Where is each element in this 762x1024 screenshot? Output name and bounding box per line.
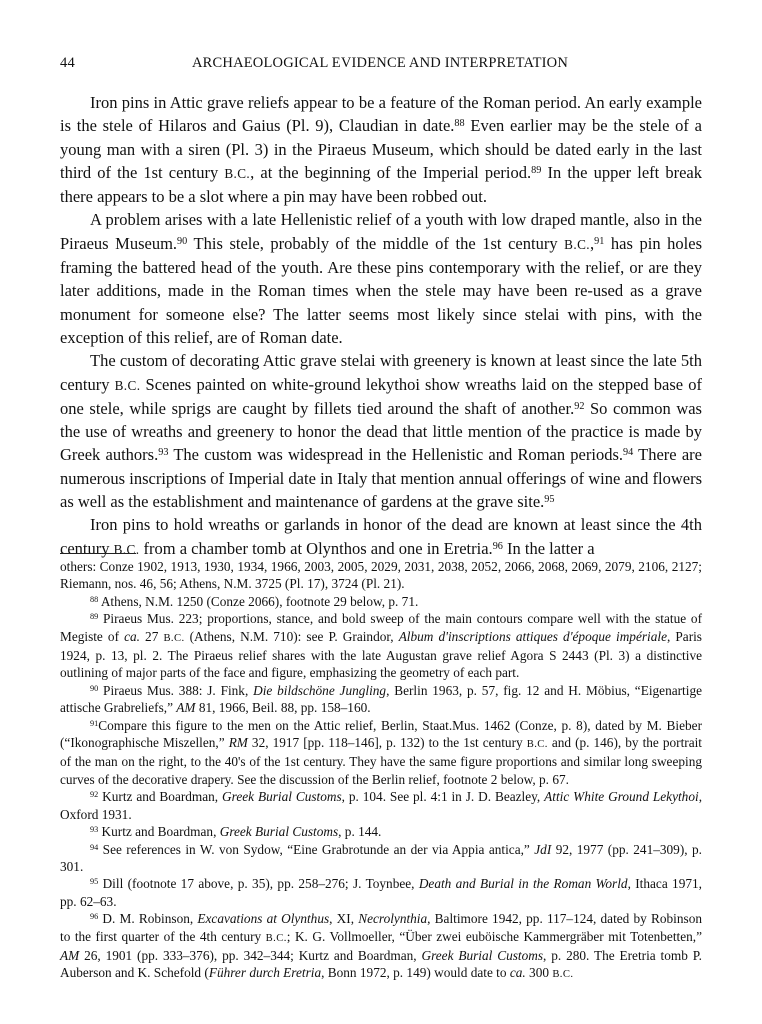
footnote-94: $^{94}$ See references in W. von Sydow, “Eine Grabrotunde an der via Appia antica,” JdI 92, 1977 (pp. 241–309), p. 301. [60, 841, 702, 874]
paragraph-1: Iron pins in Attic grave reliefs appear to be a feature of the Roman period. An early example is the stele of Hilaros and Gaius (Pl. 9), Claudian in date.$^{88}$ Even earlier may be the stele of a young man with a siren (Pl. 3) in the Piraeus Museum, which should be dated early in the last third of the 1st century B.C., at the beginning of the Imperial period.$^{89}$ In the upper left break there appears to be a slot where a pin may have been robbed out. [60, 93, 702, 207]
footnote-92: $^{92}$ Kurtz and Boardman, Greek Burial Customs, p. 104. See pl. 4:1 in J. D. Beazley, Attic White Ground Lekythoi, Oxford 1931. [60, 789, 703, 822]
footnote-ref[interactable]: 89 [531, 164, 542, 176]
footnote-ref[interactable]: 88 [454, 118, 465, 130]
footnote-ref[interactable]: 93 [158, 447, 169, 459]
footnote-90: $^{90}$ Piraeus Mus. 388: J. Fink, Die bildschöne Jungling, Berlin 1963, p. 57, fig. 12 and H. Möbius, “Eigenartige attische Grabreliefs,” AM 81, 1966, Beil. 88, pp. 158–160. [60, 682, 702, 716]
paragraph-4: Iron pins to hold wreaths or garlands in honor of the dead are known at least since the 4th century B.C. from a chamber tomb at Olynthos and one in Eretria.$^{96}$ In the latter a [60, 515, 702, 558]
page-number: 44 [60, 55, 75, 71]
paragraph-2: A problem arises with a late Hellenistic relief of a youth with low draped mantle, also in the Piraeus Museum.$^{90}$ This stele, probably of the middle of the 1st century B.C.,$^{91}$ has pin holes framing the battered head of the youth. Are these pins contemporary with the relief, or are they later additions, made in the Roman times when the stele may have been re-used as a grave monument for someone else? The latter seems most likely since stelai with pins, with the exception of this relief, are of Roman date. [60, 210, 702, 347]
footnotes [60, 558, 702, 984]
footnote-ref[interactable]: 90 [177, 235, 188, 247]
footnote-ref[interactable]: 95 [544, 493, 555, 505]
paragraph-3: The custom of decorating Attic grave stelai with greenery is known at least since the late 5th century B.C. Scenes painted on white-ground lekythoi show wreaths laid on the stepped base of one stele, while sprigs are caught by fillets tied around the shaft of another.$^{92}$ So common was the use of wreaths and greenery to honor the dead that little mention of the practice is made by Greek authors.$^{93}$ The custom was widespread in the Hellenistic and Roman periods.$^{94}$ There are numerous inscriptions of Imperial date in Italy that mention annual offerings of wine and flowers as well as the establishment and maintenance of gardens at the grave site.$^{95}$ [60, 351, 702, 512]
footnote-ref[interactable]: 91 [594, 235, 605, 247]
footnote-91: $^{91}$Compare this figure to the men on the Attic relief, Berlin, Staat.Mus. 1462 (Conze, p. 8), dated by M. Bieber (“Ikonographische Miszellen,” RM 32, 1917 [pp. 118–146], p. 132) to the 1st century B.C. and (p. 146), by the portrait of the man on the right, to the 40's of the 1st century. They have the same figure proportions and similar long sweeping curves of the decorative drapery. See the discussion of the Berlin relief, footnote 2 below, p. 67. [60, 717, 703, 787]
running-title: ARCHAEOLOGICAL EVIDENCE AND INTERPRETATION [191, 55, 569, 71]
main-text [60, 91, 702, 561]
footnote-ref[interactable]: 94 [623, 447, 634, 459]
footnote-continued: others: Conze 1902, 1913, 1930, 1934, 1966, 2003, 2005, 2029, 2031, 2038, 2052, 2066, 2068, 2069, 2079, 2106, 2127; Riemann, nos. 46, 56; Athens, N.M. 3725 (Pl. 17), 3724 (Pl. 21). [60, 559, 702, 592]
footnote-divider [60, 553, 136, 554]
footnote-95: $^{95}$ Dill (footnote 17 above, p. 35), pp. 258–276; J. Toynbee, Death and Burial in the Roman World, Ithaca 1971, pp. 62–63. [60, 876, 702, 909]
footnote-ref[interactable]: 96 [492, 540, 503, 552]
footnote-ref[interactable]: 92 [574, 400, 585, 412]
footnote-89: $^{89}$ Piraeus Mus. 223; proportions, stance, and bold sweep of the main contours compare well with the statue of Megiste of ca. 27 B.C. (Athens, N.M. 710): see P. Graindor, Album d'inscriptions attiques d'époque impériale, Paris 1924, p. 13, pl. 2. The Piraeus relief shares with the late Augustan grave relief Agora S 2443 (Pl. 3) a distinctive outlining of major parts of the face and figure, emphasizing the geometry of each part. [60, 611, 702, 681]
footnote-88: $^{88}$ Athens, N.M. 1250 (Conze 2066), footnote 29 below, p. 71. [90, 593, 419, 609]
footnote-96: $^{96}$ D. M. Robinson, Excavations at Olynthus, XI, Necrolynthia, Baltimore 1942, pp. 117–124, dated by Robinson to the first quarter of the 4th century B.C.; K. G. Vollmoeller, “Über zwei euböische Kammergräber mit Totenbetten,” AM 26, 1901 (pp. 333–376), pp. 342–344; Kurtz and Boardman, Greek Burial Customs, p. 280. The Eretria tomb P. Auberson and K. Schefold (Führer durch Eretria, Bonn 1972, p. 149) would date to ca. 300 B.C. [60, 911, 703, 981]
footnote-93: $^{93}$ Kurtz and Boardman, Greek Burial Customs, p. 144. [90, 824, 382, 840]
